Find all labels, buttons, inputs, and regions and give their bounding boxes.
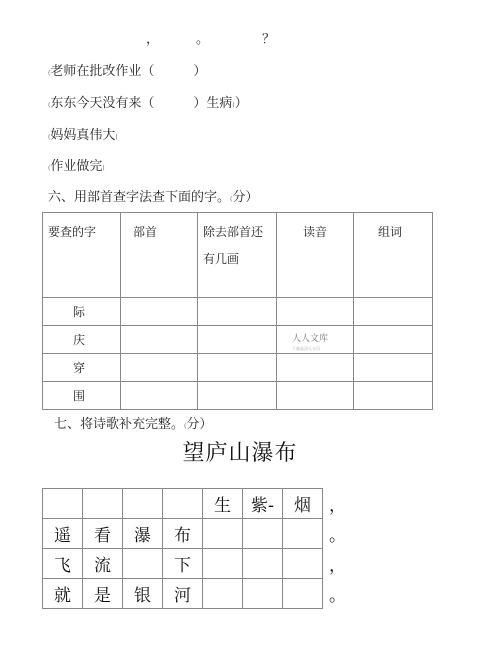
poem-cell[interactable] (123, 549, 163, 579)
answer-cell[interactable] (354, 354, 433, 382)
poem-cell[interactable] (203, 519, 243, 549)
poem-cell[interactable] (243, 519, 283, 549)
header-cell: 组词 (354, 213, 433, 298)
poem-cell: 布 (163, 519, 203, 549)
answer-cell[interactable] (198, 382, 277, 410)
answer-cell[interactable] (277, 354, 354, 382)
sentence-text: 老师在批改作业（ ） (50, 64, 207, 79)
poem-line (43, 489, 368, 519)
poem-line (43, 549, 368, 579)
header-cell: 除去部首还有几画 (198, 213, 277, 298)
table-row (43, 382, 433, 410)
sentence-tail-small: ( (115, 134, 118, 141)
answer-cell[interactable] (198, 298, 277, 326)
answer-cell[interactable] (354, 326, 433, 354)
top-question-mark: ？ (262, 32, 276, 47)
poem-line (43, 579, 368, 609)
poem-cell: 瀑 (123, 519, 163, 549)
poem-punct: ， (329, 496, 346, 516)
header-cell: 读音 (277, 213, 354, 298)
answer-cell[interactable] (277, 298, 354, 326)
answer-cell[interactable] (121, 298, 198, 326)
lookup-char: 穿 (73, 361, 86, 375)
sentence-2 (48, 92, 248, 111)
poem-cell: 遥 (43, 519, 83, 549)
answer-cell[interactable] (121, 354, 198, 382)
lookup-char: 庆 (73, 333, 86, 347)
watermark-logo: 人人文库 下载高清无水印 (292, 334, 329, 351)
poem-cell[interactable] (283, 549, 323, 579)
lookup-char: 际 (73, 305, 86, 319)
answer-cell[interactable] (354, 382, 433, 410)
poem-cell: 是 (83, 579, 123, 609)
poem-cell[interactable] (203, 579, 243, 609)
answer-cell[interactable] (121, 326, 198, 354)
poem-punct: 。 (329, 526, 346, 546)
sentence-text: 东东今天没有来（ ）生病 (50, 96, 233, 111)
poem-cell[interactable] (243, 549, 283, 579)
poem-punct: ， (329, 556, 346, 576)
poem-cell: 飞 (43, 549, 83, 579)
poem-cell: 下 (163, 549, 203, 579)
sentence-tail-small: ( (232, 102, 235, 109)
header-cell: 要查的字 (43, 213, 121, 298)
poem-cell[interactable] (243, 579, 283, 609)
poem-cell: 紫- (243, 489, 283, 519)
poem-cell[interactable] (163, 489, 203, 519)
poem-title: 望庐山瀑布 (182, 441, 298, 466)
sentence-1 (48, 60, 206, 79)
answer-cell[interactable] (198, 354, 277, 382)
section-6-title: 六、用部首查字法查下面的字。(分） (48, 190, 259, 205)
sentence-text: 作业做完 (50, 159, 103, 174)
lookup-char: 围 (73, 389, 86, 403)
poem-grid (42, 488, 368, 609)
poem-cell: 生 (203, 489, 243, 519)
sentence-marker: ( (48, 70, 51, 77)
answer-cell[interactable] (277, 382, 354, 410)
sentence-marker: ( (48, 134, 51, 141)
poem-cell[interactable] (123, 489, 163, 519)
section-7-title: 七、将诗歌补充完整。(分） (54, 417, 213, 432)
sentence-marker: ( (48, 102, 51, 109)
poem-line (43, 519, 368, 549)
sentence-3 (48, 124, 118, 143)
sentence-tail: ） (234, 96, 248, 111)
poem-cell[interactable] (283, 519, 323, 549)
poem-cell[interactable] (283, 579, 323, 609)
sentence-4 (48, 155, 105, 174)
answer-cell[interactable] (354, 298, 433, 326)
top-period: 。 (196, 32, 210, 47)
poem-cell: 就 (43, 579, 83, 609)
sentence-text: 妈妈真伟大 (50, 128, 116, 143)
poem-cell: 看 (83, 519, 123, 549)
poem-cell[interactable] (203, 549, 243, 579)
answer-cell[interactable] (198, 326, 277, 354)
poem-cell[interactable] (83, 489, 123, 519)
radical-lookup-table (42, 212, 433, 410)
header-cell: 部首 (121, 213, 198, 298)
table-row (43, 326, 433, 354)
poem-cell: 河 (163, 579, 203, 609)
top-comma: ， (146, 32, 160, 47)
poem-cell: 流 (83, 549, 123, 579)
answer-cell[interactable] (121, 382, 198, 410)
table-row (43, 354, 433, 382)
poem-cell[interactable] (43, 489, 83, 519)
poem-punct: 。 (329, 586, 346, 606)
table-row (43, 298, 433, 326)
poem-cell: 烟 (283, 489, 323, 519)
sentence-marker: ( (48, 165, 51, 172)
poem-cell: 银 (123, 579, 163, 609)
sentence-tail-small: ( (102, 165, 105, 172)
